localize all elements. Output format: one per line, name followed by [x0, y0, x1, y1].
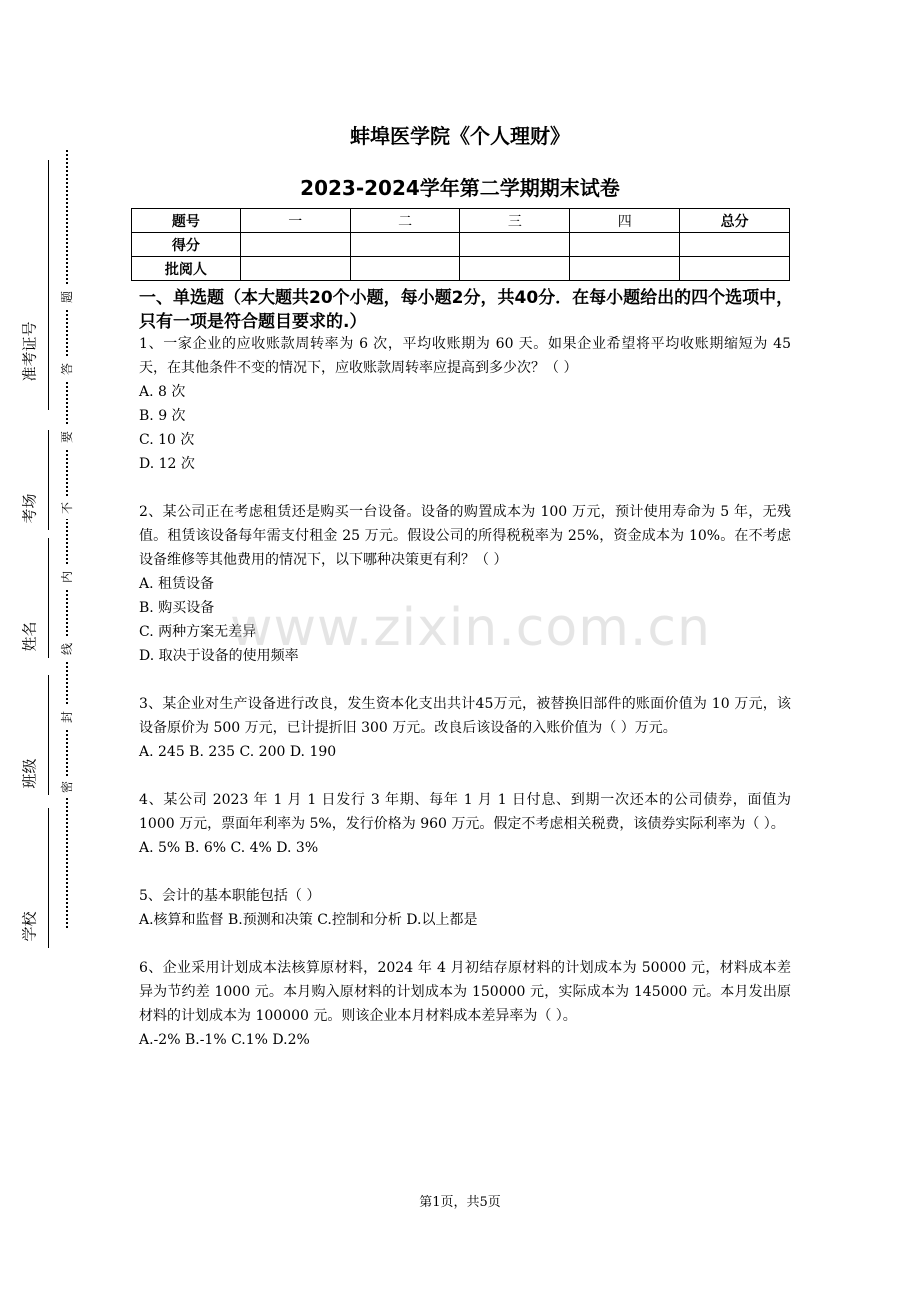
- question-option: B. 9 次: [139, 408, 186, 424]
- score-row-header: 得分: [132, 233, 241, 257]
- question-option: A. 5% B. 6% C. 4% D. 3%: [139, 840, 319, 856]
- seal-dotted-line: [66, 150, 68, 928]
- binding-underline: [48, 538, 49, 658]
- question-option: D. 取决于设备的使用频率: [139, 648, 299, 664]
- question-option: A.-2% B.-1% C.1% D.2%: [139, 1032, 310, 1048]
- score-cell: [570, 257, 680, 281]
- score-column-header: 四: [570, 209, 680, 233]
- score-cell: [680, 233, 790, 257]
- question-item: [139, 956, 791, 1052]
- question-option: B. 购买设备: [139, 600, 215, 616]
- binding-field-label: 姓名: [20, 621, 39, 652]
- score-column-header: 一: [240, 209, 350, 233]
- score-table-row: [132, 209, 790, 233]
- binding-field-label: 班级: [20, 758, 39, 789]
- question-option: D. 12 次: [139, 456, 195, 472]
- question-item: [139, 692, 791, 764]
- binding-field-name: [16, 618, 42, 658]
- binding-field-label: 准考证号: [20, 321, 39, 382]
- question-item: [139, 788, 791, 860]
- seal-char: 不: [56, 497, 78, 519]
- question-stem: 1、一家企业的应收账款周转率为 6 次，平均收账期为 60 天。如果企业希望将平均收账期缩短为 45 天，在其他条件不变的情况下，应收账款周转率应提高到多少次？（ ）: [139, 336, 791, 376]
- spacer: [139, 476, 791, 500]
- seal-char: 内: [56, 566, 78, 588]
- score-cell: [460, 257, 570, 281]
- binding-field-exam-number: [16, 321, 42, 410]
- score-cell: [350, 257, 460, 281]
- binding-field-label: 学校: [20, 911, 39, 942]
- section-heading: 一、单选题（本大题共20个小题，每小题2分，共40分．在每小题给出的四个选项中，只有一项是符合题目要求的.）: [139, 288, 794, 332]
- question-option: C. 两种方案无差异: [139, 624, 257, 640]
- question-option: A.核算和监督 B.预测和决策 C.控制和分析 D.以上都是: [139, 912, 478, 928]
- seal-char: 封: [56, 706, 78, 728]
- score-cell: [680, 257, 790, 281]
- score-cell: [240, 233, 350, 257]
- question-item: [139, 884, 791, 932]
- question-stem: 6、企业采用计划成本法核算原材料，2024 年 4 月初结存原材料的计划成本为 50000 元，材料成本差异为节约差 1000 元。本月购入原材料的计划成本为 150000 元，实际成本为 145000 元。本月发出原材料的计划成本为 100000 元。则该企业本月材料成本差异率为（ ）。: [139, 960, 791, 1024]
- score-cell: [570, 233, 680, 257]
- spacer: [139, 932, 791, 956]
- question-stem: 5、会计的基本职能包括（ ）: [139, 888, 321, 904]
- binding-field-label: 考场: [20, 493, 39, 524]
- question-option: C. 10 次: [139, 432, 195, 448]
- score-table-row: [132, 233, 790, 257]
- watermark: www.zixin.com.cn: [230, 598, 711, 658]
- score-column-header: 总分: [680, 209, 790, 233]
- score-table: [131, 208, 790, 281]
- score-cell: [350, 233, 460, 257]
- score-row-header: 题号: [132, 209, 241, 233]
- question-stem: 3、某企业对生产设备进行改良，发生资本化支出共计45万元，被替换旧部件的账面价值为 10 万元，该设备原价为 500 万元，已计提折旧 300 万元。改良后该设备的入账价值为（ ）万元。: [139, 696, 791, 736]
- score-column-header: 三: [460, 209, 570, 233]
- binding-field-school: [16, 908, 42, 948]
- score-column-header: 二: [350, 209, 460, 233]
- score-cell: [460, 233, 570, 257]
- question-stem: 4、某公司 2023 年 1 月 1 日发行 3 年期、每年 1 月 1 日付息、到期一次还本的公司债券，面值为 1000 万元，票面年利率为 5%，发行价格为 960 万元。假定不考虑相关税费，该债券实际利率为（ ）。: [139, 792, 791, 832]
- exam-subtitle: 2023-2024学年第二学期期末试卷: [300, 176, 620, 200]
- question-stem: 2、某公司正在考虑租赁还是购买一台设备。设备的购置成本为 100 万元，预计使用寿命为 5 年，无残值。租赁该设备每年需支付租金 25 万元。假设公司的所得税税率为 25%，资金成本为 10%。在不考虑设备维修等其他费用的情况下，以下哪种决策更有利？（ ）: [139, 504, 791, 568]
- question-option: A. 租赁设备: [139, 576, 215, 592]
- question-option: A. 245 B. 235 C. 200 D. 190: [139, 744, 337, 760]
- seal-char: 密: [56, 776, 78, 798]
- score-table-row: [132, 257, 790, 281]
- seal-char: 答: [56, 358, 78, 380]
- spacer: [139, 764, 791, 788]
- seal-char: 题: [56, 286, 78, 308]
- exam-title: 蚌埠医学院《个人理财》: [350, 124, 570, 148]
- binding-field-class: [16, 755, 42, 795]
- seal-char: 要: [56, 426, 78, 448]
- question-item: [139, 332, 791, 476]
- binding-underline: [48, 430, 49, 530]
- question-list: [139, 332, 791, 1052]
- score-row-header: 批阅人: [132, 257, 241, 281]
- page-footer: 第1页，共5页: [419, 1195, 501, 1210]
- binding-field-room: [16, 490, 42, 530]
- spacer: [139, 860, 791, 884]
- binding-underline: [48, 808, 49, 948]
- seal-char: 线: [56, 638, 78, 660]
- spacer: [139, 668, 791, 692]
- question-option: A. 8 次: [139, 384, 186, 400]
- binding-underline: [48, 675, 49, 795]
- score-cell: [240, 257, 350, 281]
